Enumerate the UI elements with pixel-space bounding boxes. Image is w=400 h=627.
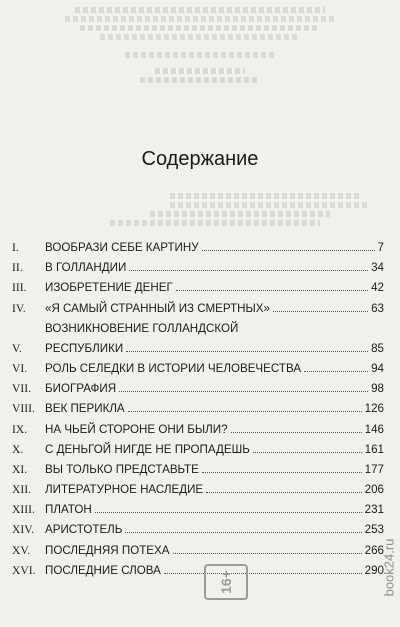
leader-dots [304,371,368,372]
toc-entry-page: 231 [364,503,384,517]
toc-entry-number: XI. [12,462,28,476]
toc-entry-title: АРИСТОТЕЛЬ [45,523,123,537]
toc-entry-number: XV. [12,543,31,557]
toc-entry-number: XIV. [12,523,35,537]
toc-entry-number: XII. [12,483,31,497]
toc-entry-number: III. [12,281,27,295]
toc-entry-page: 266 [364,543,384,557]
toc-entry-page: 34 [371,261,384,275]
toc-heading: Содержание [141,148,259,170]
table-of-contents [12,241,384,584]
toc-entry-number: II. [12,261,23,275]
toc-entry-page: 94 [371,361,384,375]
toc-entry [12,362,384,375]
toc-entry [12,483,384,496]
toc-entry-page: 63 [371,301,384,315]
toc-entry-page: 177 [364,462,384,476]
leader-dots [129,270,368,271]
leader-dots [202,472,362,473]
leader-dots [273,311,368,312]
toc-entry-title: ВЕК ПЕРИКЛА [45,402,125,416]
leader-dots [231,432,362,433]
toc-entry-title: «Я САМЫЙ СТРАННЫЙ ИЗ СМЕРТНЫХ» [45,301,270,315]
toc-entry-page: 42 [371,281,384,295]
show-through-text-top [0,4,400,86]
toc-entry-number: VI. [12,361,28,375]
leader-dots [126,351,368,352]
leader-dots [202,250,375,251]
toc-entry-page: 290 [364,563,384,577]
toc-entry-title: РОЛЬ СЕЛЕДКИ В ИСТОРИИ ЧЕЛОВЕЧЕСТВА [45,361,302,375]
toc-entry-number: VII. [12,382,31,396]
toc-entry-number: XIII. [12,503,35,517]
toc-entry [12,281,384,294]
leader-dots [128,411,362,412]
toc-entry [12,241,384,254]
toc-entry-number: VIII. [12,402,35,416]
toc-entry [12,402,384,415]
leader-dots [173,553,362,554]
toc-entry-title: В ГОЛЛАНДИИ [45,261,127,275]
show-through-text-mid [0,190,400,229]
toc-entry-page: 85 [371,341,384,355]
toc-entry [12,523,384,536]
age-rating-badge: 16+ [204,564,248,600]
toc-entry [12,322,384,355]
toc-entry-title: ПОСЛЕДНЯЯ ПОТЕХА [45,543,170,557]
toc-entry-title: ЛИТЕРАТУРНОЕ НАСЛЕДИЕ [45,483,204,497]
toc-entry-number: X. [12,442,24,456]
toc-entry-title: ВЫ ТОЛЬКО ПРЕДСТАВЬТЕ [45,462,199,476]
toc-entry-page: 161 [364,442,384,456]
toc-entry [12,423,384,436]
toc-entry [12,261,384,274]
toc-entry-title: С ДЕНЬГОЙ НИГДЕ НЕ ПРОПАДЕШЬ [45,442,250,456]
toc-entry-page: 126 [364,402,384,416]
leader-dots [176,290,368,291]
leader-dots [119,391,368,392]
toc-entry-title: БИОГРАФИЯ [45,382,117,396]
toc-entry-number: I. [12,241,19,254]
leader-dots [253,452,362,453]
toc-entry-page: 206 [364,483,384,497]
toc-entry-number: V. [12,341,22,355]
toc-entry [12,544,384,557]
leader-dots [95,512,362,513]
toc-entry-page: 7 [377,241,384,254]
leader-dots [164,573,362,574]
toc-entry [12,443,384,456]
toc-entry-page: 253 [364,523,384,537]
toc-entry-title: ПОСЛЕДНИЕ СЛОВА [45,563,161,577]
toc-entry-number: IV. [12,301,26,315]
toc-entry-title: ИЗОБРЕТЕНИЕ ДЕНЕГ [45,281,173,295]
toc-entry-title: НА ЧЬЕЙ СТОРОНЕ ОНИ БЫЛИ? [45,422,228,436]
toc-entry-number: IX. [12,422,28,436]
toc-entry-title: ВООБРАЗИ СЕБЕ КАРТИНУ [45,241,199,254]
publisher-logo: book24.ru [381,538,397,597]
toc-entry-number: XVI. [12,563,36,577]
toc-entry-page: 98 [371,382,384,396]
toc-entry [12,463,384,476]
toc-entry-title: ВОЗНИКНОВЕНИЕ ГОЛЛАНДСКОЙ [45,321,239,335]
toc-entry [12,564,384,577]
leader-dots [206,492,361,493]
toc-entry-page: 146 [364,422,384,436]
toc-entry [12,503,384,516]
toc-entry [12,382,384,395]
toc-entry-title-continued: РЕСПУБЛИКИ [45,341,124,355]
leader-dots [125,532,361,533]
toc-entry-title: ПЛАТОН [45,503,92,517]
toc-entry [12,302,384,315]
